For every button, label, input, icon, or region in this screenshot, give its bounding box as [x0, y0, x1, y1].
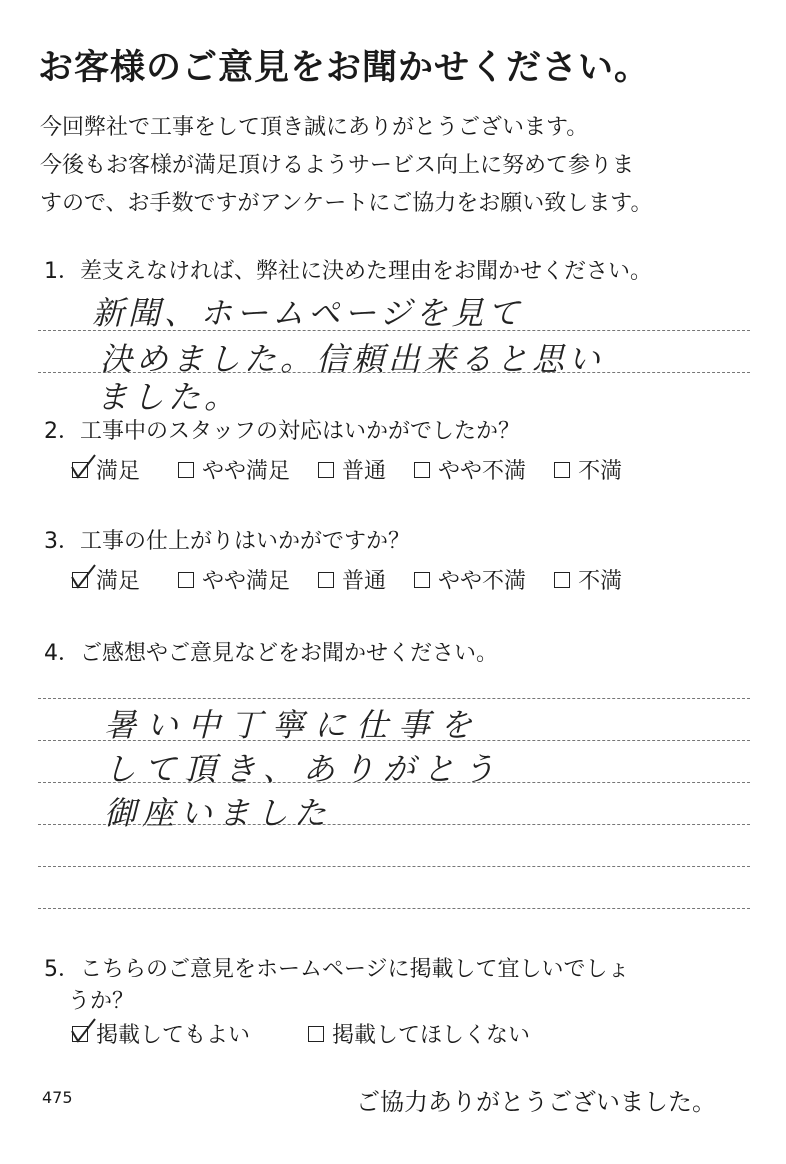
- checkbox[interactable]: [318, 462, 334, 478]
- page-title: お客様のご意見をお聞かせください。: [38, 48, 651, 88]
- checkbox[interactable]: [554, 462, 570, 478]
- option-label: やや不満: [438, 569, 527, 594]
- question-3-options: [72, 564, 650, 595]
- option-somewhat-satisfied[interactable]: [178, 564, 290, 595]
- check-mark-icon: [71, 453, 97, 479]
- question-2-label: 2．工事中のスタッフの対応はいかがでしたか？: [44, 419, 520, 444]
- checkbox[interactable]: [178, 572, 194, 588]
- option-disallow-publish[interactable]: [308, 1018, 530, 1049]
- checkbox[interactable]: [308, 1026, 324, 1042]
- question-5-label-line-2: うか？: [68, 989, 135, 1014]
- option-allow-publish[interactable]: [72, 1018, 250, 1049]
- option-dissatisfied[interactable]: [554, 564, 622, 595]
- checkbox-checked[interactable]: [72, 462, 88, 478]
- option-label: 満足: [96, 459, 141, 484]
- question-1-label: 1．差支えなければ、弊社に決めた理由をお聞かせください。: [44, 259, 652, 284]
- page-number: 475: [42, 1088, 73, 1107]
- option-neutral[interactable]: [318, 564, 386, 595]
- checkbox[interactable]: [414, 462, 430, 478]
- answer-line: [38, 908, 750, 909]
- check-mark-icon: [71, 563, 97, 589]
- option-label: 不満: [578, 459, 623, 484]
- option-label: 満足: [96, 569, 141, 594]
- checkbox-checked[interactable]: [72, 1026, 88, 1042]
- option-label: 掲載してほしくない: [332, 1023, 531, 1048]
- option-dissatisfied[interactable]: [554, 454, 622, 485]
- answer-line: [38, 698, 750, 699]
- option-label: やや満足: [202, 459, 291, 484]
- checkbox[interactable]: [178, 462, 194, 478]
- option-satisfied[interactable]: [72, 564, 140, 595]
- q4-handwritten-answer-line-3: 御座いました: [104, 794, 333, 832]
- option-label: 掲載してもよい: [96, 1023, 251, 1048]
- q1-handwritten-answer-line-2: 決めました。信頼出来ると思い: [100, 340, 605, 378]
- option-neutral[interactable]: [318, 454, 386, 485]
- question-4-label: 4．ご感想やご意見などをお聞かせください。: [44, 641, 498, 666]
- check-mark-icon: [71, 1017, 97, 1043]
- option-label: やや不満: [438, 459, 527, 484]
- checkbox[interactable]: [554, 572, 570, 588]
- checkbox[interactable]: [414, 572, 430, 588]
- intro-line-1: 今回弊社で工事をして頂き誠にありがとうございます。: [40, 115, 589, 140]
- answer-line: [38, 866, 750, 867]
- option-satisfied[interactable]: [72, 454, 140, 485]
- option-somewhat-dissatisfied[interactable]: [414, 454, 526, 485]
- intro-line-3: すので、お手数ですがアンケートにご協力をお願い致します。: [40, 191, 653, 216]
- q4-handwritten-answer-line-1: 暑い中丁寧に仕事を: [104, 706, 483, 744]
- question-5-label-line-1: 5．こちらのご意見をホームページに掲載して宜しいでしょ: [44, 957, 630, 982]
- thanks-message: ご協力ありがとうございました。: [356, 1088, 716, 1116]
- option-label: 普通: [342, 459, 387, 484]
- question-2-options: [72, 454, 650, 485]
- question-3-label: 3．工事の仕上がりはいかがですか？: [44, 529, 410, 554]
- checkbox-checked[interactable]: [72, 572, 88, 588]
- checkbox[interactable]: [318, 572, 334, 588]
- option-somewhat-satisfied[interactable]: [178, 454, 290, 485]
- q4-handwritten-answer-line-2: して頂き、ありがとう: [104, 750, 503, 788]
- option-label: 普通: [342, 569, 387, 594]
- option-label: やや満足: [202, 569, 291, 594]
- option-label: 不満: [578, 569, 623, 594]
- intro-line-2: 今後もお客様が満足頂けるようサービス向上に努めて参りま: [40, 153, 635, 178]
- q1-handwritten-answer-line-1: 新聞、ホームページを見て: [92, 294, 524, 332]
- option-somewhat-dissatisfied[interactable]: [414, 564, 526, 595]
- question-5-options: [72, 1018, 558, 1049]
- q1-handwritten-answer-line-3: ました。: [96, 378, 241, 416]
